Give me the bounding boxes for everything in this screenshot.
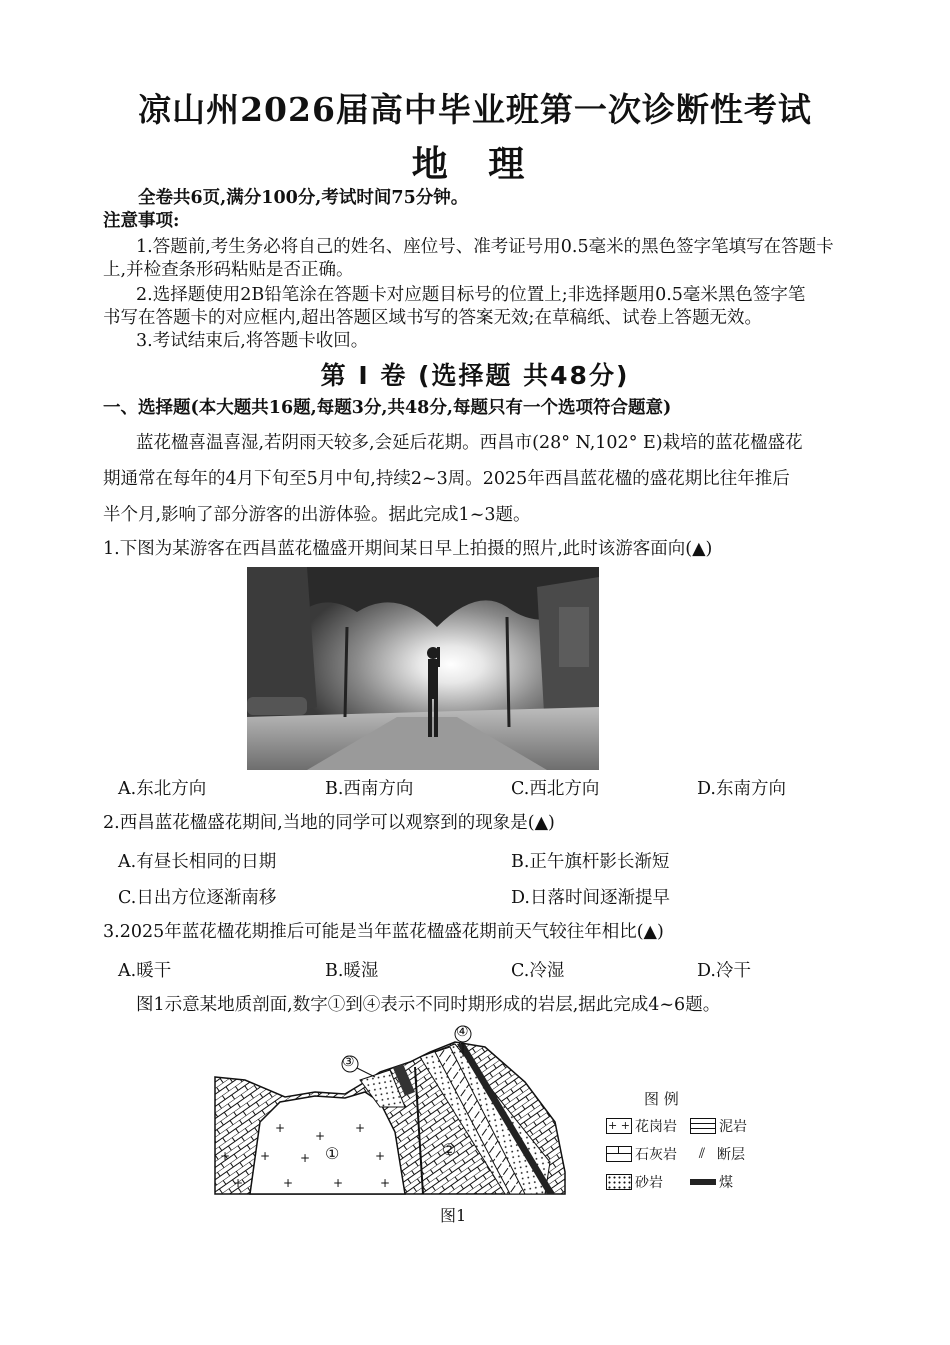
q1-option-b: B.西南方向 (325, 779, 414, 799)
passage1-line-3: 半个月,影响了部分游客的出游体验。据此完成1~3题。 (103, 505, 531, 525)
label-layer-3: ③ (342, 1054, 355, 1070)
mudstone-symbol-icon (690, 1118, 716, 1134)
fault-symbol-icon: ⫽ (698, 1146, 706, 1162)
q3-option-d: D.冷干 (697, 961, 751, 981)
passage1-line-1: 蓝花楹喜温喜湿,若阴雨天较多,会延后花期。西昌市(28° N,102° E)栽培的蓝花楹盛花 (136, 433, 803, 453)
legend-sandstone: 砂岩 (606, 1172, 663, 1192)
svg-text:+: + (333, 1176, 344, 1190)
limestone-symbol-icon (606, 1146, 632, 1162)
legend-fault: ⫽ 断层 (690, 1144, 745, 1164)
coal-symbol-icon (690, 1179, 716, 1185)
svg-text:+: + (300, 1151, 311, 1165)
legend-title: 图 例 (644, 1090, 679, 1108)
notice-heading: 注意事项: (103, 211, 180, 231)
exam-title: 凉山州2026届高中毕业班第一次诊断性考试 (138, 90, 812, 129)
svg-text:+: + (375, 1149, 386, 1163)
label-layer-2: ② (442, 1140, 457, 1159)
q1-option-d: D.东南方向 (697, 779, 786, 799)
notice-item-1: 1.答题前,考生务必将自己的姓名、座位号、准考证号用0.5毫米的黑色签字笔填写在答题卡 (136, 237, 834, 257)
svg-text:+: + (315, 1129, 326, 1143)
geologic-cross-section (205, 1022, 595, 1202)
svg-text:+: + (380, 1176, 391, 1190)
notice-item-3: 3.考试结束后,将答题卡收回。 (136, 331, 369, 351)
legend-coal: 煤 (690, 1172, 733, 1192)
svg-text:+: + (355, 1121, 366, 1135)
label-layer-1: ① (325, 1144, 340, 1163)
q3-option-c: C.冷湿 (511, 961, 565, 981)
legend-limestone: 石灰岩 (606, 1144, 677, 1164)
street-photo (247, 567, 599, 770)
question-3-stem: 3.2025年蓝花楹花期推后可能是当年蓝花楹盛花期前天气较往年相比(▲) (103, 922, 664, 942)
subject-title: 地 理 (411, 144, 539, 185)
legend-mudstone: 泥岩 (690, 1116, 747, 1136)
q1-option-a: A.东北方向 (118, 779, 207, 799)
question-1-stem: 1.下图为某游客在西昌蓝花楹盛开期间某日早上拍摄的照片,此时该游客面向(▲) (103, 539, 713, 559)
exam-summary: 全卷共6页,满分100分,考试时间75分钟。 (138, 188, 469, 208)
granite-symbol-icon: + + (606, 1118, 632, 1134)
label-layer-4: ④ (456, 1024, 469, 1040)
svg-text:+: + (233, 1176, 244, 1190)
q1-option-c: C.西北方向 (511, 779, 600, 799)
q2-option-b: B.正午旗杆影长渐短 (511, 852, 670, 872)
q2-option-c: C.日出方位逐渐南移 (118, 888, 277, 908)
section-title: 第 Ⅰ 卷 (选择题 共48分) (320, 361, 630, 390)
question-2-stem: 2.西昌蓝花楹盛花期间,当地的同学可以观察到的现象是(▲) (103, 813, 555, 833)
part-heading: 一、选择题(本大题共16题,每题3分,共48分,每题只有一个选项符合题意) (103, 398, 672, 418)
q3-option-b: B.暖湿 (325, 961, 379, 981)
passage2: 图1示意某地质剖面,数字①到④表示不同时期形成的岩层,据此完成4~6题。 (136, 995, 721, 1015)
svg-text:+: + (275, 1121, 286, 1135)
q2-option-d: D.日落时间逐渐提早 (511, 888, 670, 908)
q3-option-a: A.暖干 (118, 961, 172, 981)
notice-item-2-cont: 书写在答题卡的对应框内,超出答题区域书写的答案无效;在草稿纸、试卷上答题无效。 (103, 308, 762, 328)
sandstone-symbol-icon (606, 1174, 632, 1190)
q2-option-a: A.有昼长相同的日期 (118, 852, 277, 872)
notice-item-1-cont: 上,并检查条形码粘贴是否正确。 (103, 260, 354, 280)
passage1-line-2: 期通常在每年的4月下旬至5月中旬,持续2~3周。2025年西昌蓝花楹的盛花期比往年推后 (103, 469, 790, 489)
svg-text:+: + (260, 1149, 271, 1163)
svg-text:+: + (283, 1176, 294, 1190)
figure-legend (606, 1088, 781, 1198)
figure-caption: 图1 (440, 1206, 467, 1225)
legend-granite: + + 花岗岩 (606, 1116, 677, 1136)
svg-text:+: + (220, 1149, 231, 1163)
notice-item-2: 2.选择题使用2B铅笔涂在答题卡对应题目标号的位置上;非选择题用0.5毫米黑色签字笔 (136, 285, 806, 305)
